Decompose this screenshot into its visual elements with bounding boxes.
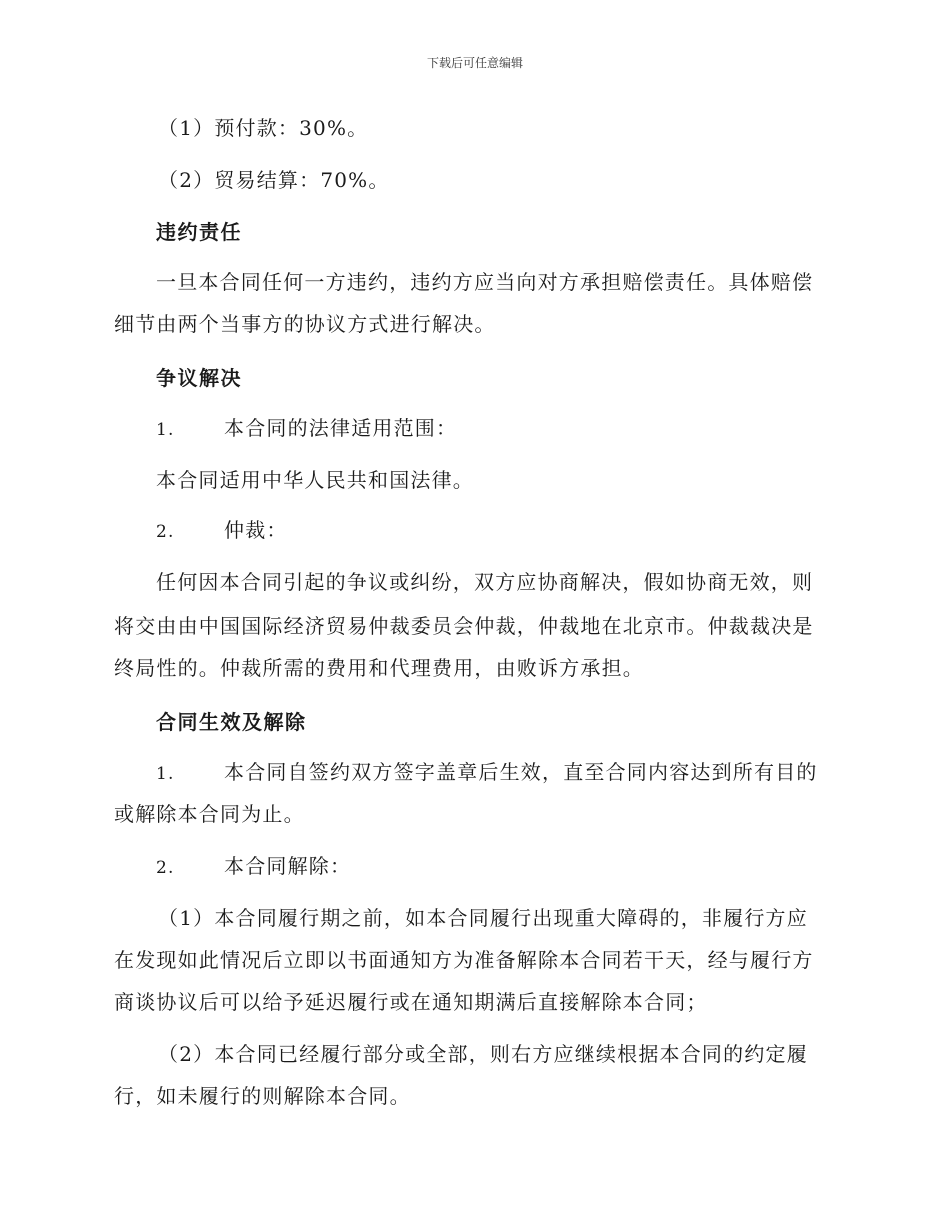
item-number: 2.: [156, 522, 175, 542]
payment-item-2: （2）贸易结算：70%。: [158, 168, 390, 192]
item-number: 1.: [156, 420, 175, 440]
numbered-item: [156, 516, 876, 546]
paragraph-line: 行，如未履行的则解除本合同。: [114, 1084, 411, 1108]
item-text: 本合同自签约双方签字盖章后生效，直至合同内容达到所有目的: [224, 760, 818, 784]
item-text: 本合同的法律适用范围：: [224, 416, 458, 440]
numbered-item: [156, 852, 876, 882]
paragraph-line: 任何因本合同引起的争议或纠纷，双方应协商解决，假如协商无效，则: [156, 570, 814, 594]
paragraph-line: 终局性的。仲裁所需的费用和代理费用，由败诉方承担。: [114, 656, 644, 680]
numbered-item: [156, 758, 876, 788]
paragraph-line: 细节由两个当事方的协议方式进行解决。: [114, 312, 496, 336]
paragraph-line: 商谈协议后可以给予延迟履行或在通知期满后直接解除本合同；: [114, 990, 708, 1014]
paragraph-line: （1）本合同履行期之前，如本合同履行出现重大障碍的，非履行方应: [158, 906, 808, 930]
paragraph-line: 一旦本合同任何一方违约，违约方应当向对方承担赔偿责任。具体赔偿: [156, 270, 814, 294]
section-heading-breach: 违约责任: [156, 220, 242, 244]
paragraph-line: 本合同适用中华人民共和国法律。: [156, 468, 474, 492]
item-text: 仲裁：: [224, 518, 288, 542]
paragraph-line: 将交由由中国国际经济贸易仲裁委员会仲裁，仲裁地在北京市。仲裁裁决是: [114, 614, 814, 638]
section-heading-effect: 合同生效及解除: [156, 710, 307, 734]
item-number: 2.: [156, 858, 175, 878]
item-text: 本合同解除：: [224, 854, 352, 878]
item-number: 1.: [156, 764, 175, 784]
paragraph-line: 在发现如此情况后立即以书面通知方为准备解除本合同若干天，经与履行方: [114, 948, 814, 972]
numbered-item: [156, 414, 876, 444]
page-header: 下载后可任意编辑: [426, 56, 523, 70]
paragraph-line: 或解除本合同为止。: [114, 802, 305, 826]
payment-item-1: （1）预付款：30%。: [158, 116, 369, 140]
section-heading-dispute: 争议解决: [156, 366, 242, 390]
paragraph-line: （2）本合同已经履行部分或全部，则右方应继续根据本合同的约定履: [158, 1042, 808, 1066]
